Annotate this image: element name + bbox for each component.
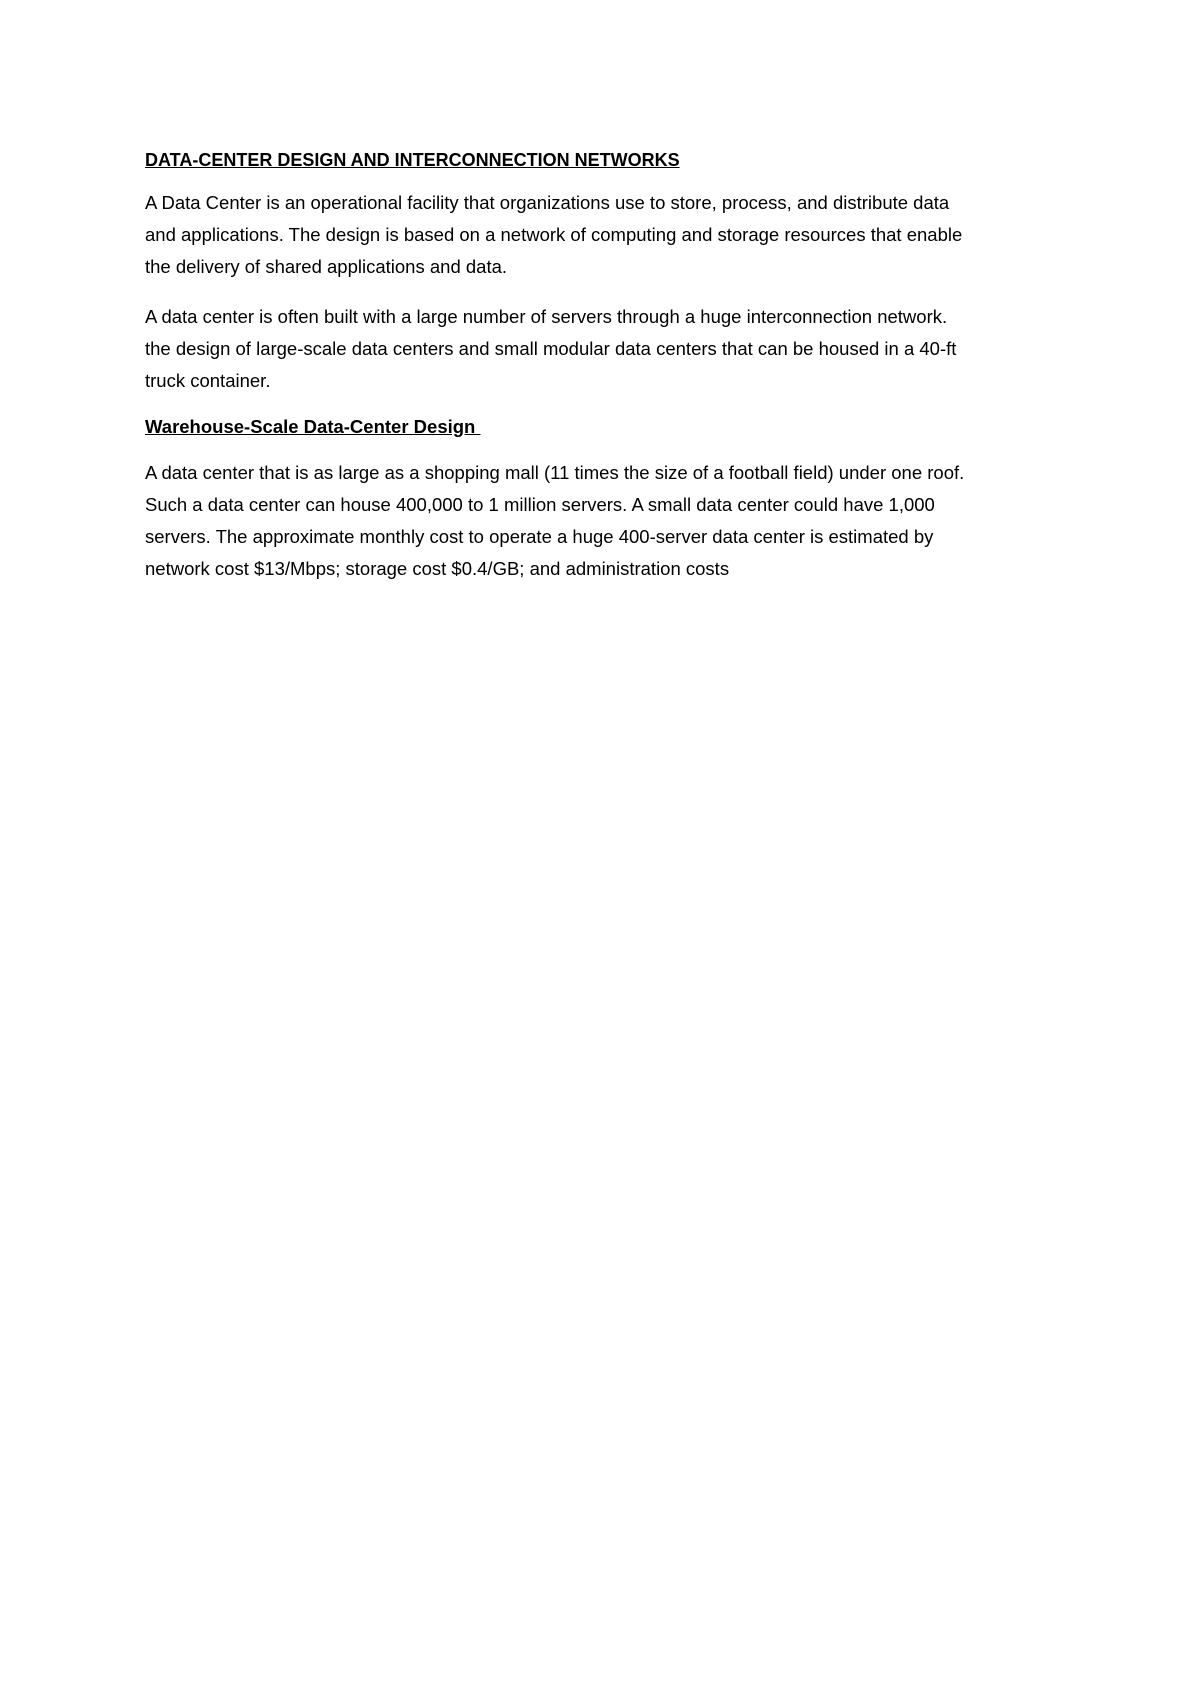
paragraph-line: network cost $13/Mbps; storage cost $0.4/GB; and administration costs <box>145 558 730 579</box>
paragraph-line: A data center is often built with a large number of servers through a huge interconnection network. <box>145 306 948 327</box>
section-subheading: Warehouse-Scale Data-Center Design <box>145 416 481 437</box>
paragraph-data-center-definition <box>145 187 1065 283</box>
paragraph-line: Such a data center can house 400,000 to 1 million servers. A small data center could have 1,000 <box>145 494 935 515</box>
paragraph-warehouse-scale <box>145 457 1065 585</box>
paragraph-line: and applications. The design is based on a network of computing and storage resources that enable <box>145 224 963 245</box>
paragraph-line: A data center that is as large as a shopping mall (11 times the size of a football field) under one roof. <box>145 462 965 483</box>
paragraph-line: truck container. <box>145 370 271 391</box>
document-title: DATA-CENTER DESIGN AND INTERCONNECTION NETWORKS <box>145 150 680 170</box>
paragraph-line: the design of large-scale data centers and small modular data centers that can be housed in a 40-ft <box>145 338 957 359</box>
paragraph-line: A Data Center is an operational facility that organizations use to store, process, and distribute data <box>145 192 950 213</box>
paragraph-line: the delivery of shared applications and data. <box>145 256 508 277</box>
document-page <box>145 148 1065 603</box>
paragraph-line: servers. The approximate monthly cost to operate a huge 400-server data center is estimated by <box>145 526 934 547</box>
paragraph-data-center-construction <box>145 301 1065 397</box>
